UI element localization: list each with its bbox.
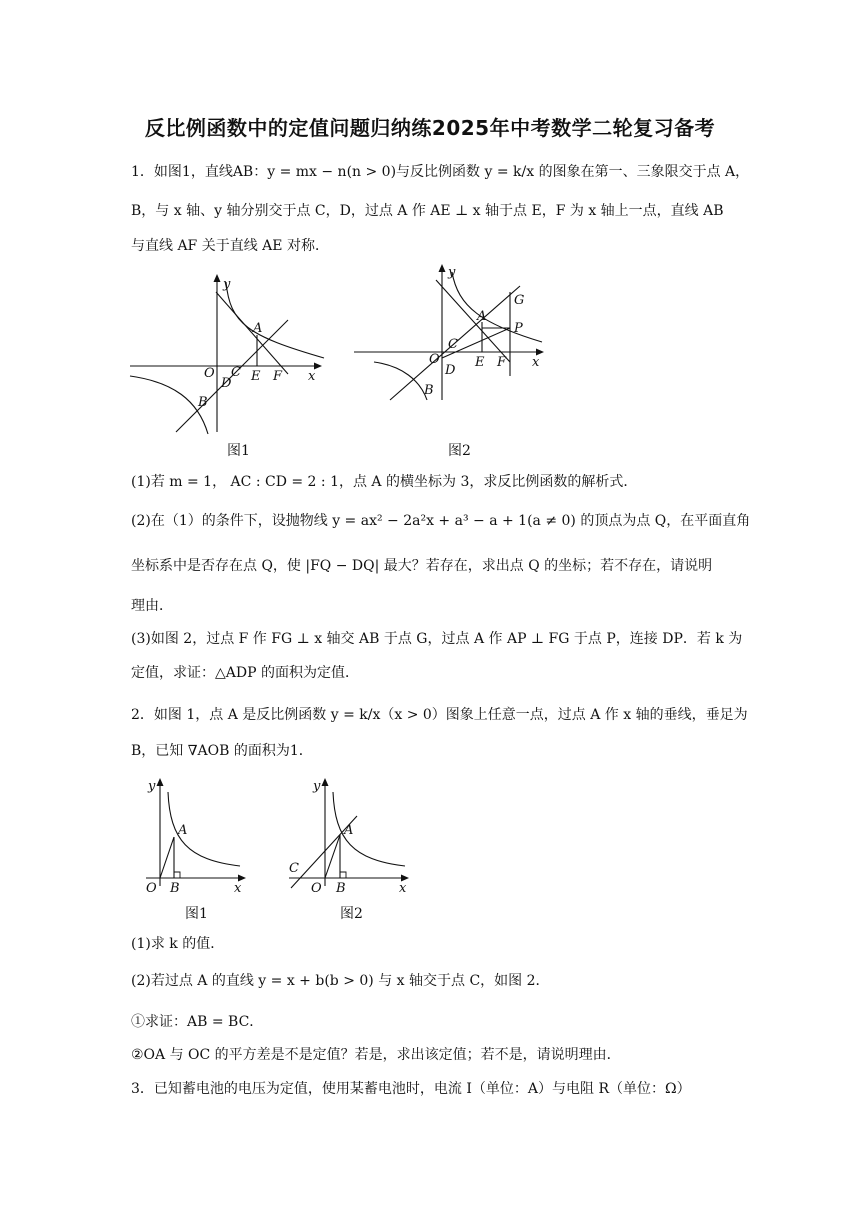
label-x: x — [234, 881, 242, 896]
label-F: F — [497, 355, 507, 370]
label-O: O — [146, 881, 157, 896]
label-y: y — [148, 779, 156, 794]
q1-part-2-line-1: (2)在（1）的条件下，设抛物线 y = ax² − 2a²x + a³ − a + 1(a ≠ 0) 的顶点为点 Q，在平面直角 — [131, 513, 751, 529]
label-A: A — [477, 309, 487, 324]
hyperbola-branch-2 — [130, 376, 208, 434]
q2-figure-1 — [128, 770, 258, 896]
label-B: B — [424, 383, 434, 398]
segment-OA — [160, 837, 174, 878]
q3-line-1: 3．已知蓄电池的电压为定值，使用某蓄电池时，电流 I（单位：A）与电阻 R（单位：Ω） — [131, 1081, 691, 1097]
label-y: y — [223, 277, 231, 292]
label-D: D — [445, 363, 456, 378]
label-E: E — [475, 355, 485, 370]
label-E: E — [251, 369, 261, 384]
q2-part-2: (2)若过点 A 的直线 y = x + b(b > 0) 与 x 轴交于点 C，如图 2． — [131, 973, 550, 989]
right-angle-mark — [340, 872, 346, 878]
segment-OA — [325, 835, 340, 878]
label-B: B — [198, 395, 208, 410]
label-O: O — [204, 366, 215, 381]
label-C: C — [448, 337, 458, 352]
q1-part-2-line-3: 理由． — [131, 598, 173, 614]
label-A: A — [344, 823, 354, 838]
q2-part-2-i: ①求证：AB = BC． — [131, 1014, 264, 1030]
right-angle-mark — [174, 872, 180, 878]
q1-line-1: 1．如图1，直线AB：y = mx − n(n > 0)与反比例函数 y = k/x 的图象在第一、三象限交于点 A， — [131, 164, 750, 180]
q2-part-1: (1)求 k 的值． — [131, 936, 225, 952]
q1-part-1: (1)若 m = 1， AC : CD = 2 : 1，点 A 的横坐标为 3，求反比例函数的解析式． — [131, 474, 638, 490]
label-O: O — [429, 352, 440, 367]
q1-fig2-caption: 图2 — [448, 443, 471, 459]
q1-part-3-line-2: 定值，求证：△ADP 的面积为定值． — [131, 665, 359, 681]
label-A: A — [253, 321, 263, 336]
q1-fig1-caption: 图1 — [227, 443, 250, 459]
label-x: x — [308, 369, 316, 384]
q1-figure-2 — [352, 262, 552, 402]
y-axis-arrow — [322, 778, 329, 786]
label-B: B — [336, 881, 346, 896]
label-C: C — [289, 861, 299, 876]
q2-figure-2 — [285, 770, 420, 896]
label-O: O — [311, 881, 322, 896]
label-C: C — [231, 365, 241, 380]
q2-part-2-ii: ②OA 与 OC 的平方差是不是定值？若是，求出该定值；若不是，请说明理由． — [131, 1047, 621, 1063]
q2-line-2: B，已知 ∇AOB 的面积为1． — [131, 743, 313, 759]
label-B: B — [170, 881, 180, 896]
label-y: y — [448, 265, 456, 280]
label-G: G — [514, 293, 525, 308]
q1-line-2: B，与 x 轴、y 轴分别交于点 C，D，过点 A 作 AE ⊥ x 轴于点 E，F 为 x 轴上一点，直线 AB — [131, 203, 724, 219]
y-axis-arrow — [157, 778, 164, 786]
y-axis-arrow — [214, 274, 221, 282]
q1-part-3-line-1: (3)如图 2，过点 F 作 FG ⊥ x 轴交 AB 于点 G，过点 A 作 AP ⊥ FG 于点 P，连接 DP．若 k 为 — [131, 631, 743, 647]
label-y: y — [313, 779, 321, 794]
line-AF — [216, 292, 288, 374]
q1-part-2-line-2: 坐标系中是否存在点 Q，使 |FQ − DQ| 最大？若存在，求出点 Q 的坐标；若不存在，请说明 — [131, 558, 713, 574]
hyperbola-branch-2 — [374, 362, 427, 400]
label-P: P — [514, 321, 523, 336]
q2-line-1: 2．如图 1，点 A 是反比例函数 y = k/x（x > 0）图象上任意一点，过点 A 作 x 轴的垂线，垂足为 — [131, 707, 748, 723]
label-A: A — [178, 823, 188, 838]
hyperbola-branch-1 — [452, 272, 542, 342]
label-x: x — [399, 881, 407, 896]
q1-line-3: 与直线 AF 关于直线 AE 对称． — [131, 238, 329, 254]
document-title: 反比例函数中的定值问题归纳练2025年中考数学二轮复习备考 — [144, 116, 716, 140]
y-axis-arrow — [439, 264, 446, 272]
q2-fig2-caption: 图2 — [340, 906, 363, 922]
q2-fig1-caption: 图1 — [185, 906, 208, 922]
label-F: F — [273, 369, 283, 384]
label-x: x — [532, 355, 540, 370]
q1-figure-1 — [128, 272, 328, 437]
label-D: D — [221, 376, 232, 391]
